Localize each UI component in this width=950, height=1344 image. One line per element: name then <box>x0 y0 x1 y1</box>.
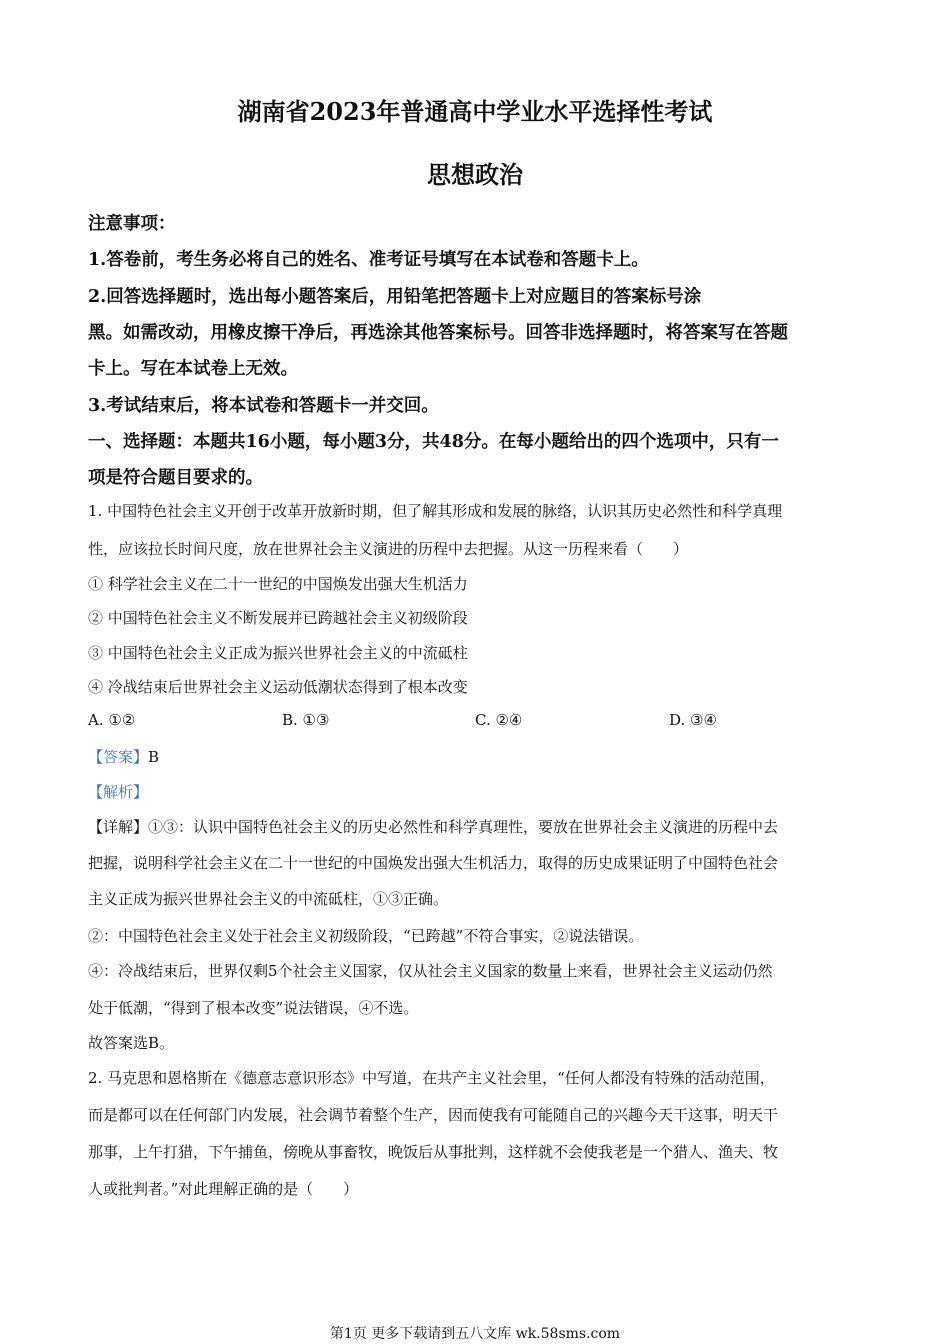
exam-title: 湖南省2023年普通高中学业水平选择性考试 <box>237 97 713 126</box>
q2-stem-line-4: 人或批判者。”对此理解正确的是（ ） <box>88 1180 359 1198</box>
q1-answer <box>88 746 159 767</box>
analysis-tag: 【解析】 <box>88 783 149 801</box>
notice-item-2-line-1: 2.回答选择题时，选出每小题答案后，用铅笔把答题卡上对应题目的答案标号涂 <box>88 287 702 307</box>
q2-stem-line-1: 2. 马克思和恩格斯在《德意志意识形态》中写道，在共产主义社会里，“任何人都没有特殊的活动范围， <box>88 1069 775 1087</box>
subject-title: 思想政治 <box>427 160 523 189</box>
q2-stem-line-2: 而是都可以在任何部门内发展，社会调节着整个生产，因而使我有可能随自己的兴趣今天干这事，明天干 <box>88 1106 779 1124</box>
q1-conclusion: 故答案选B。 <box>88 1034 175 1052</box>
q1-detail-line-4: ②：中国特色社会主义处于社会主义初级阶段，“已跨越”不符合事实，②说法错误。 <box>88 927 644 945</box>
q1-statement-2: ② 中国特色社会主义不断发展并已跨越社会主义初级阶段 <box>88 609 468 627</box>
notice-item-2-line-3: 卡上。写在本试卷上无效。 <box>88 359 298 379</box>
page-footer: 第1页 更多下载请到五八文库 wk.58sms.com <box>329 1326 621 1342</box>
answer-tag: 【答案】 <box>88 748 149 766</box>
q1-detail-line-2: 把握，说明科学社会主义在二十一世纪的中国焕发出强大生机活力，取得的历史成果证明了中国特色社会 <box>88 854 779 872</box>
q1-statement-1: ① 科学社会主义在二十一世纪的中国焕发出强大生机活力 <box>88 575 468 593</box>
q2-stem-line-3: 那事，上午打猎，下午捕鱼，傍晚从事畜牧，晚饭后从事批判，这样就不会使我老是一个猎人、渔夫、牧 <box>88 1143 779 1161</box>
notice-item-1: 1.答卷前，考生务必将自己的姓名、准考证号填写在本试卷和答题卡上。 <box>88 250 649 270</box>
q1-statement-4: ④ 冷战结束后世界社会主义运动低潮状态得到了根本改变 <box>88 678 468 696</box>
q1-option-c: C. ②④ <box>475 711 523 729</box>
q1-detail-line-1: 【详解】①③：认识中国特色社会主义的历史必然性和科学真理性，要放在世界社会主义演进的历程中去 <box>88 818 779 836</box>
section-heading-line-2: 项是符合题目要求的。 <box>88 468 263 488</box>
notice-item-3: 3.考试结束后，将本试卷和答题卡一并交回。 <box>88 396 439 416</box>
q1-option-a: A. ①② <box>88 711 136 729</box>
q1-detail-line-6: 处于低潮，“得到了根本改变”说法错误，④不选。 <box>88 999 419 1017</box>
q1-statement-3: ③ 中国特色社会主义正成为振兴世界社会主义的中流砥柱 <box>88 644 468 662</box>
q1-stem-line-2: 性，应该拉长时间尺度，放在世界社会主义演进的历程中去把握。从这一历程来看（ ） <box>88 540 689 558</box>
section-heading-line-1: 一、选择题：本题共16小题，每小题3分，共48分。在每小题给出的四个选项中，只有一 <box>88 432 779 452</box>
q1-detail-line-3: 主义正成为振兴世界社会主义的中流砥柱，①③正确。 <box>88 890 449 908</box>
notice-heading: 注意事项： <box>88 214 176 234</box>
q1-stem-line-1: 1. 中国特色社会主义开创于改革开放新时期，但了解其形成和发展的脉络，认识其历史必然性和科学真理 <box>88 502 783 520</box>
q1-option-b: B. ①③ <box>282 711 330 729</box>
answer-value: B <box>148 748 160 766</box>
notice-item-2-line-2: 黑。如需改动，用橡皮擦干净后，再选涂其他答案标号。回答非选择题时，将答案写在答题 <box>88 323 788 343</box>
q1-detail-line-5: ④：冷战结束后，世界仅剩5个社会主义国家，仅从社会主义国家的数量上来看，世界社会主义运动仍然 <box>88 962 773 980</box>
q1-option-d: D. ③④ <box>669 711 717 729</box>
